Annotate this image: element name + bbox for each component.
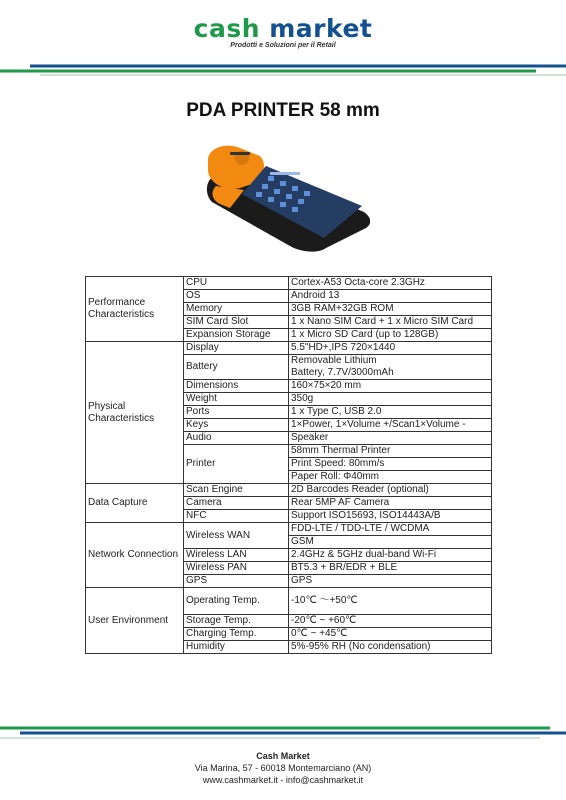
spec-value <box>289 277 492 290</box>
spec-value-line: 5%-95% RH (No condensation) <box>291 641 431 652</box>
brand-logo <box>0 14 566 49</box>
spec-value: 58mm Thermal Printer <box>289 445 492 458</box>
spec-value-line: BT5.3 + BR/EDR + BLE <box>291 562 398 573</box>
spec-value <box>289 615 492 628</box>
spec-value <box>289 510 492 523</box>
spec-value <box>289 484 492 497</box>
spec-value: FDD-LTE / TDD-LTE / WCDMA <box>289 523 492 536</box>
footer-address: Via Marina, 57 - 60018 Montemarciano (AN) <box>194 763 372 773</box>
spec-key: Operating Temp. <box>184 588 289 615</box>
brand-name-cash: cash <box>193 14 261 43</box>
spec-value-line: Removable Lithium <box>291 355 377 366</box>
spec-value <box>289 290 492 303</box>
spec-value-line: 350g <box>291 393 314 404</box>
spec-category: User Environment <box>86 588 184 654</box>
spec-value-line: 160×75×20 mm <box>291 380 362 391</box>
spec-row <box>86 342 492 355</box>
spec-key: NFC <box>184 510 289 523</box>
spec-key: Charging Temp. <box>184 628 289 641</box>
spec-row <box>86 588 492 615</box>
spec-value-line: Cortex-A53 Octa-core 2.3GHz <box>291 277 425 288</box>
spec-key: SIM Card Slot <box>184 316 289 329</box>
spec-value-line: 1×Power, 1×Volume +/Scan1×Volume - <box>291 419 466 430</box>
spec-value-line: 5.5"HD+,IPS 720×1440 <box>291 342 396 353</box>
brand-name <box>0 14 566 44</box>
device-image <box>200 142 370 260</box>
spec-category: Data Capture <box>86 484 184 523</box>
spec-value <box>289 342 492 355</box>
spec-value <box>289 562 492 575</box>
spec-value <box>289 303 492 316</box>
spec-row <box>86 277 492 290</box>
spec-value <box>289 588 492 615</box>
spec-value <box>289 419 492 432</box>
spec-value-line: -10℃ ～+50℃ <box>291 595 358 606</box>
spec-value <box>289 432 492 445</box>
spec-key: Wireless WAN <box>184 523 289 549</box>
spec-value <box>289 497 492 510</box>
spec-row <box>86 523 492 536</box>
spec-value <box>289 628 492 641</box>
spec-value-line: 3GB RAM+32GB ROM <box>291 303 394 314</box>
spec-key: Expansion Storage <box>184 329 289 342</box>
spec-value-line: Android 13 <box>291 290 340 301</box>
spec-key: GPS <box>184 575 289 588</box>
spec-value-line: 2.4GHz & 5GHz dual-band Wi-Fi <box>291 549 437 560</box>
spec-value-line: 2D Barcodes Reader (optional) <box>291 484 429 495</box>
spec-key: Dimensions <box>184 380 289 393</box>
spec-value <box>289 355 492 380</box>
paper-slot <box>230 152 250 155</box>
spec-value: Print Speed: 80mm/s <box>289 458 492 471</box>
spec-value <box>289 406 492 419</box>
spec-value-line: 1 x Micro SD Card (up to 128GB) <box>291 329 439 340</box>
spec-value <box>289 641 492 654</box>
spec-key: Weight <box>184 393 289 406</box>
spec-key: Camera <box>184 497 289 510</box>
spec-value <box>289 549 492 562</box>
brand-tagline: Prodotti e Soluzioni per il Retail <box>230 42 336 49</box>
page-footer <box>0 750 566 786</box>
spec-key: Printer <box>184 445 289 484</box>
spec-value <box>289 329 492 342</box>
spec-value-line: Speaker <box>291 432 329 443</box>
spec-key: Memory <box>184 303 289 316</box>
status-bar <box>270 172 300 175</box>
spec-value: GSM <box>289 536 492 549</box>
spec-key: Keys <box>184 419 289 432</box>
spec-value-line: Rear 5MP AF Camera <box>291 497 390 508</box>
spec-key: Storage Temp. <box>184 615 289 628</box>
spec-value: Paper Roll: Φ40mm <box>289 471 492 484</box>
spec-value-line: 1 x Nano SIM Card + 1 x Micro SIM Card <box>291 316 474 327</box>
spec-key: Scan Engine <box>184 484 289 497</box>
spec-value-line: Battery, 7.7V/3000mAh <box>291 367 394 378</box>
footer-stripes <box>0 722 566 744</box>
footer-contacts: www.cashmarket.it - info@cashmarket.it <box>202 775 364 785</box>
spec-category: Physical Characteristics <box>86 342 184 484</box>
spec-key: OS <box>184 290 289 303</box>
spec-value-line: 1 x Type C, USB 2.0 <box>291 406 382 417</box>
spec-key: Battery <box>184 355 289 380</box>
header-stripes <box>0 60 566 80</box>
spec-value-line: -20℃ ~ +60℃ <box>291 615 357 626</box>
spec-value-line: GPS <box>291 575 313 586</box>
spec-value <box>289 575 492 588</box>
spec-row <box>86 484 492 497</box>
spec-category: Network Connection <box>86 523 184 588</box>
spec-key: Display <box>184 342 289 355</box>
spec-value-line: Support ISO15693, ISO14443A/B <box>291 510 441 521</box>
spec-key: Humidity <box>184 641 289 654</box>
spec-category: Performance Characteristics <box>86 277 184 342</box>
spec-key: CPU <box>184 277 289 290</box>
spec-key: Wireless LAN <box>184 549 289 562</box>
brand-name-market: market <box>269 14 373 43</box>
spec-value <box>289 393 492 406</box>
spec-key: Audio <box>184 432 289 445</box>
page-title: PDA PRINTER 58 mm <box>186 100 380 121</box>
spec-value <box>289 316 492 329</box>
spec-table <box>85 276 492 654</box>
footer-company: Cash Market <box>256 751 310 761</box>
spec-key: Ports <box>184 406 289 419</box>
spec-value <box>289 380 492 393</box>
spec-key: Wireless PAN <box>184 562 289 575</box>
spec-value-line: 0℃ ~ +45℃ <box>291 628 348 639</box>
